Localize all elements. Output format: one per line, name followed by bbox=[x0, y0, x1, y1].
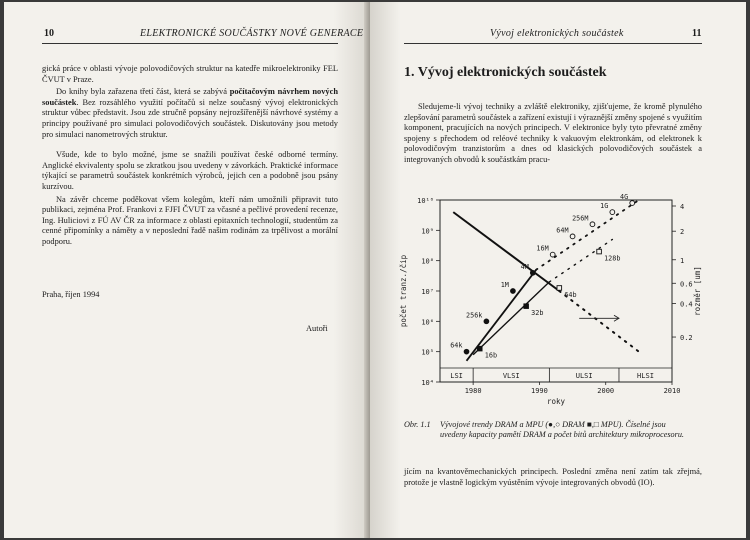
chapter-title: 1. Vývoj elektronických součástek bbox=[404, 65, 607, 80]
caption-text: Vývojové trendy DRAM a MPU (●,○ DRAM ■,□ MPU). Číselné jsou uvedeny kapacity pamětí DRAM a počet bitů architektury mikroprocesoru. bbox=[440, 420, 684, 440]
x-axis-label: roky bbox=[546, 397, 566, 406]
y2-tick-label: 1 bbox=[680, 256, 685, 265]
era-label-ulsi: ULSI bbox=[575, 372, 593, 380]
dram-point-1g bbox=[610, 210, 615, 215]
left-header-rule bbox=[42, 43, 338, 44]
dram-label-1g: 1G bbox=[600, 202, 609, 211]
open-book bbox=[4, 2, 746, 538]
right-body-text bbox=[404, 102, 702, 168]
y-tick-label: 10⁵ bbox=[421, 348, 434, 357]
chart-marks bbox=[450, 193, 639, 361]
dram-label-256k: 256k bbox=[466, 311, 483, 320]
era-label-hlsi: HLSI bbox=[637, 372, 654, 380]
mpu-label-64b: 64b bbox=[564, 290, 577, 299]
dram-point-256k bbox=[484, 319, 489, 324]
x-tick-label: 2010 bbox=[663, 387, 681, 395]
right-body-text-2 bbox=[404, 467, 702, 490]
place-date: Praha, říjen 1994 bbox=[42, 290, 100, 299]
y2-tick-label: 0.6 bbox=[680, 280, 693, 289]
dram-point-64k bbox=[464, 349, 469, 354]
mpu-label-32b: 32b bbox=[531, 309, 544, 318]
left-paragraph-1: gická práce v oblasti vývoje polovodičových struktur na katedře mikroelektroniky FEL ČVUT v Praze. bbox=[42, 64, 338, 84]
mpu-point-64b bbox=[557, 286, 562, 291]
dram-trend-projection bbox=[536, 200, 639, 270]
right-paragraph-1: Sledujeme-li vývoj techniky a zvláště elektroniky, zjišťujeme, že kromě plynulého zlepšování parametrů součástek a zařízení existují i výraznější změny spojené s využitím komponent, pracujících na nových principech. V elektronice byly tyto převratné změny spojeny s přechodem od reléové techniky k vakuovým elektronkám, od elektronek k polovodičovým tranzistorům a dnes od klasických polovodičových součástek a integrovaných obvodů k součástkám pracu- bbox=[404, 102, 702, 164]
caption-label: Obr. 1.1 bbox=[404, 420, 431, 429]
dram-point-1m bbox=[511, 289, 516, 294]
y2-axis-label: rozměr [um] bbox=[693, 266, 702, 316]
left-running-head: ELEKTRONICKÉ SOUČÁSTKY NOVÉ GENERACE bbox=[140, 28, 364, 39]
left-paragraph-2 bbox=[42, 87, 338, 140]
y2-tick-label: 2 bbox=[680, 228, 685, 237]
x-tick-label: 2000 bbox=[597, 387, 615, 395]
dram-label-4g: 4G bbox=[620, 193, 629, 202]
right-header-rule bbox=[404, 43, 702, 44]
y2-tick-label: 4 bbox=[680, 203, 685, 211]
right-paragraph-2: jícím na kvantověmechanických principech. Poslední změna není zatím tak zřejmá, protože je vlastně logickým vyústěním vývoje integrovaných obvodů (IO). bbox=[404, 467, 702, 487]
y-axis-label: počet tranz./čip bbox=[399, 254, 408, 328]
right-page-number: 11 bbox=[692, 28, 702, 39]
dram-label-4m: 4M bbox=[520, 262, 529, 271]
mpu-label-16b: 16b bbox=[484, 351, 498, 360]
y-tick-label: 10⁷ bbox=[421, 288, 434, 296]
mpu-label-128b: 128b bbox=[604, 254, 621, 263]
left-paragraph-3: Všude, kde to bylo možné, jsme se snažili používat české odborné termíny. Anglické ekvivalenty spolu se zkratkou jsou uvedeny v závorkách. Praktické informace týkající se parametrů součástek konkrétních výrobců, jejich cen a podobně jsou psány kurzívou. bbox=[42, 150, 338, 191]
x-tick-label: 1980 bbox=[464, 387, 482, 395]
left-page bbox=[4, 2, 370, 538]
dram-label-64k: 64k bbox=[450, 341, 463, 350]
left-body-text bbox=[42, 64, 338, 250]
mpu-point-128b bbox=[597, 249, 602, 254]
dram-label-64m: 64M bbox=[556, 226, 569, 235]
dram-mpu-trend-chart bbox=[392, 186, 712, 418]
right-running-head: Vývoj elektronických součástek bbox=[490, 28, 624, 39]
y-tick-label: 10⁹ bbox=[421, 227, 434, 236]
left-paragraph-4: Na závěr chceme poděkovat všem kolegům, kteří nám umožnili připravit tuto publikaci, zejména Prof. Frankovi z FJFI ČVUT za včasné a pečlivé provedení recenze, Ing. Huliciovi z FÚ AV ČR za informace z oblasti epitaxních technologií, studentům za cenné připomínky a náměty a v neposlední řadě našim rodinám za trpělivost a morální podporu. bbox=[42, 194, 338, 246]
figure-caption bbox=[404, 420, 704, 464]
dram-point-64m bbox=[570, 234, 575, 239]
x-tick-label: 1990 bbox=[530, 387, 548, 395]
y-tick-label: 10⁸ bbox=[421, 257, 434, 266]
y2-tick-label: 0.4 bbox=[680, 300, 693, 309]
era-label-vlsi: VLSI bbox=[502, 372, 520, 380]
chart-axes bbox=[399, 197, 702, 406]
era-label-lsi: LSI bbox=[450, 372, 463, 380]
dram-point-4g bbox=[630, 201, 635, 206]
mpu-trend-projection bbox=[549, 239, 612, 281]
mpu-point-16b bbox=[477, 346, 482, 351]
y-tick-label: 10¹⁰ bbox=[417, 197, 434, 205]
dram-point-16m bbox=[550, 252, 555, 257]
y-tick-label: 10⁴ bbox=[421, 379, 434, 387]
dram-point-4m bbox=[530, 270, 535, 275]
dram-point-256m bbox=[590, 222, 595, 227]
dram-label-16m: 16M bbox=[536, 244, 549, 253]
y2-tick-label: 0.2 bbox=[680, 334, 693, 343]
authors-signature: Autoři bbox=[306, 324, 328, 333]
right-page bbox=[370, 2, 746, 538]
p2-bold-text: počítačovým návrhem nových součástek bbox=[42, 87, 338, 107]
dram-label-256m: 256M bbox=[572, 214, 589, 223]
p2-text-a: Do knihy byla zařazena třetí část, která se zabývá bbox=[56, 87, 230, 97]
dram-label-1m: 1M bbox=[500, 281, 509, 289]
y-tick-label: 10⁶ bbox=[421, 318, 434, 327]
p2-text-b: . Bez rozsáhlého využití počítačů si nelze současný vývoj elektronických struktur vůbec představit. Jsou zde stručně popsány nejrozšířenější návrhové systémy a principy používané pro simulaci polovodičových součástek. Diskutovány jsou metody pro simulaci nanometrových struktur. bbox=[42, 97, 338, 139]
feature-size-trend-projection bbox=[559, 291, 639, 352]
mpu-point-32b bbox=[524, 304, 529, 309]
left-page-number: 10 bbox=[44, 28, 54, 39]
